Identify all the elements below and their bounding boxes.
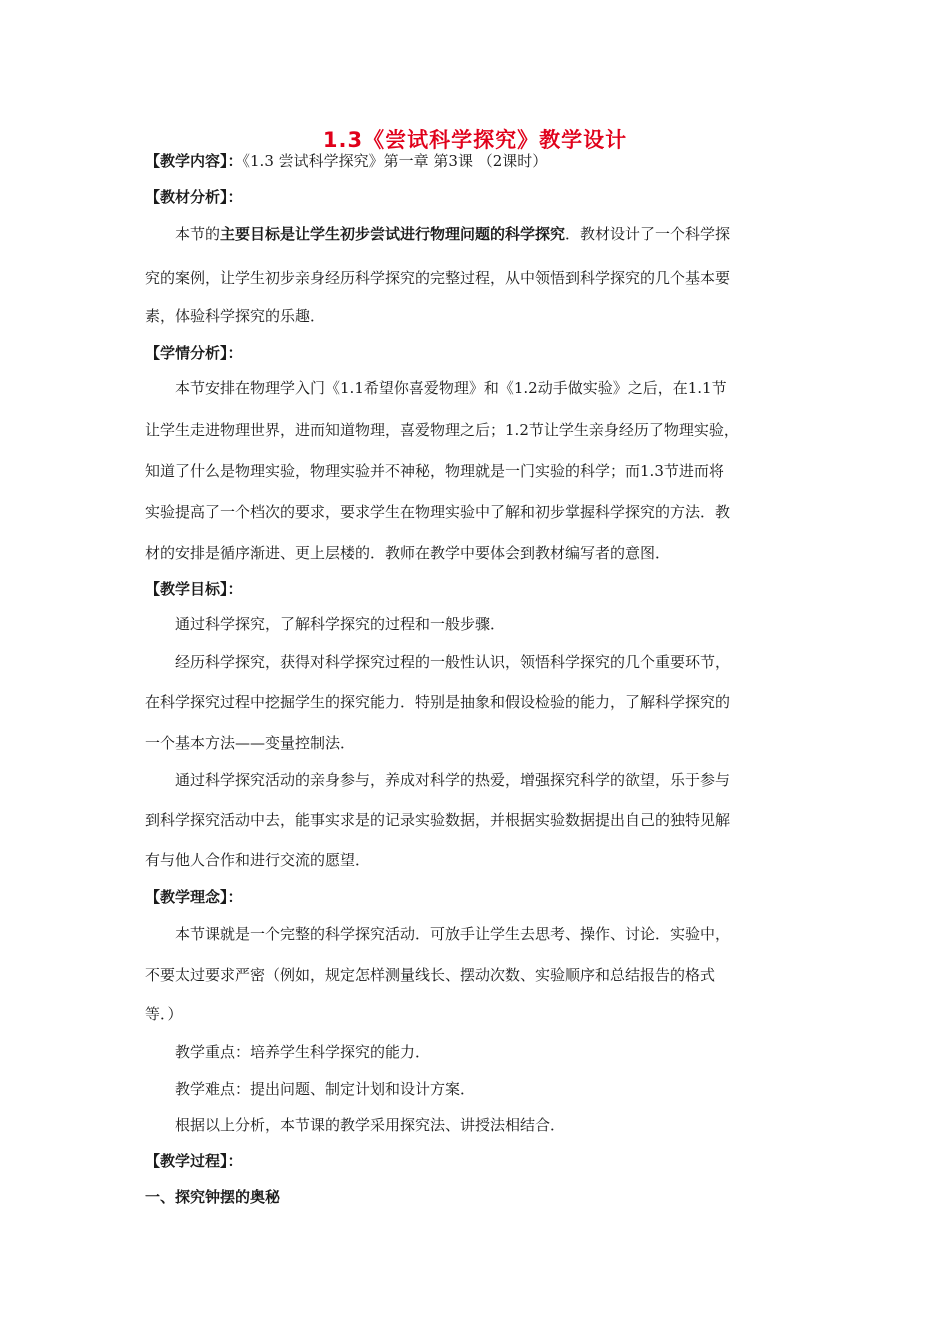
students-line-5: 材的安排是循序渐进、更上层楼的．教师在教学中要体会到教材编写者的意图．: [145, 544, 671, 562]
material-paragraph-line-3: 素，体验科学探究的乐趣．: [145, 307, 326, 325]
students-heading: 【学情分析】：: [145, 344, 243, 362]
content-line: [145, 151, 825, 171]
content-text: 《1.3 尝试科学探究》第一章 第3课 （2课时）: [242, 152, 548, 170]
document-title: 1.3《尝试科学探究》教学设计: [322, 128, 628, 152]
concept-line-3: 等．）: [145, 1005, 183, 1023]
students-line-1: 本节安排在物理学入门《1.1希望你喜爱物理》和《1.2动手做实验》之后，在1.1节: [175, 379, 727, 397]
material-p1-prefix: 本节的: [175, 225, 221, 243]
concept-heading: 【教学理念】：: [145, 888, 243, 906]
students-line-4: 实验提高了一个档次的要求，要求学生在物理实验中了解和初步掌握科学探究的方法．教: [145, 503, 731, 521]
goals-item-2-line-2: 在科学探究过程中挖掘学生的探究能力．特别是抽象和假设检验的能力，了解科学探究的: [145, 693, 731, 711]
goals-item-3-line-2: 到科学探究活动中去，能事实求是的记录实验数据，并根据实验数据提出自己的独特见解: [145, 811, 731, 829]
students-line-2: 让学生走进物理世界，进而知道物理，喜爱物理之后；1.2节让学生亲身经历了物理实验，: [145, 421, 739, 439]
goals-item-1: 通过科学探究，了解科学探究的过程和一般步骤．: [175, 615, 506, 633]
material-p1-bold: 主要目标是让学生初步尝试进行物理问题的科学探究: [220, 225, 566, 243]
material-heading: 【教材分析】：: [145, 188, 243, 206]
concept-line-2: 不要太过要求严密（例如，规定怎样测量线长、摆动次数、实验顺序和总结报告的格式: [145, 966, 716, 984]
goals-item-3-line-1: 通过科学探究活动的亲身参与，养成对科学的热爱，增强探究科学的欲望，乐于参与: [175, 771, 731, 789]
process-section-1: 一、探究钟摆的奥秘: [145, 1188, 281, 1206]
material-p1-suffix: ．教材设计了一个科学探: [565, 225, 731, 243]
concept-difficulty: 教学难点：提出问题、制定计划和设计方案．: [175, 1080, 476, 1098]
content-heading: 【教学内容】：: [145, 152, 243, 170]
goals-item-2-line-1: 经历科学探究，获得对科学探究过程的一般性认识，领悟科学探究的几个重要环节，: [175, 653, 731, 671]
concept-key-point: 教学重点：培养学生科学探究的能力．: [175, 1043, 431, 1061]
goals-item-3-line-3: 有与他人合作和进行交流的愿望．: [145, 851, 371, 869]
process-heading: 【教学过程】：: [145, 1152, 243, 1170]
material-paragraph-line-1: [175, 224, 825, 244]
concept-method: 根据以上分析，本节课的教学采用探究法、讲授法相结合．: [175, 1116, 566, 1134]
material-paragraph-line-2: 究的案例，让学生初步亲身经历科学探究的完整过程，从中领悟到科学探究的几个基本要: [145, 269, 731, 287]
concept-line-1: 本节课就是一个完整的科学探究活动．可放手让学生去思考、操作、讨论．实验中，: [175, 925, 731, 943]
students-line-3: 知道了什么是物理实验，物理实验并不神秘，物理就是一门实验的科学；而1.3节进而将: [145, 462, 724, 480]
goals-item-2-line-3: 一个基本方法——变量控制法．: [145, 734, 356, 752]
goals-heading: 【教学目标】：: [145, 580, 243, 598]
